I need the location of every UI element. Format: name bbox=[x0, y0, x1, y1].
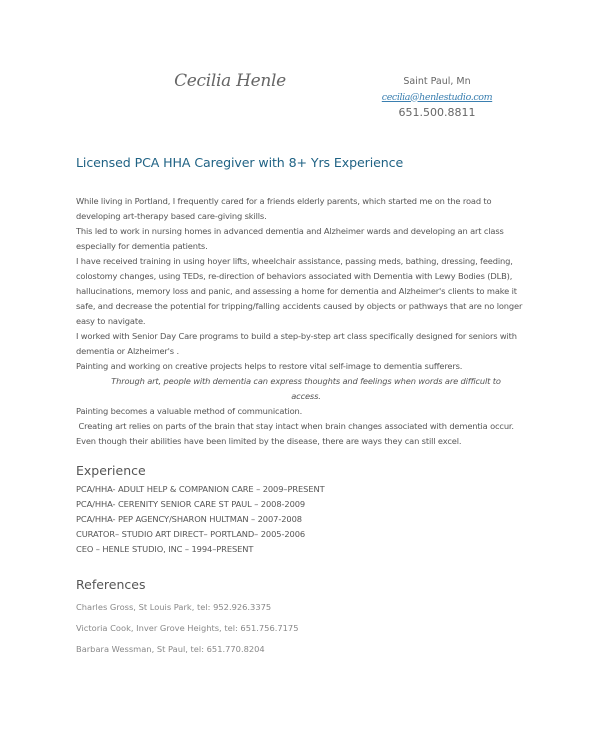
experience-item: CURATOR– STUDIO ART DIRECT– PORTLAND– 2005-2006 bbox=[76, 529, 306, 539]
summary-line: Even though their abilities have been limited by the disease, there are ways they can still excel. bbox=[76, 436, 462, 446]
summary-quote-line: access. bbox=[291, 391, 321, 401]
references-list bbox=[76, 597, 299, 660]
experience-item: PCA/HHA- ADULT HELP & COMPANION CARE – 2009–PRESENT bbox=[76, 484, 325, 494]
reference-item: Victoria Cook, Inver Grove Heights, tel: 651.756.7175 bbox=[76, 623, 299, 633]
reference-item: Charles Gross, St Louis Park, tel: 952.926.3375 bbox=[76, 602, 272, 612]
summary-line: safe, and decrease the potential for tripping/falling accidents caused by objects or pathways that are no longer bbox=[76, 301, 523, 311]
contact-city: Saint Paul, Mn bbox=[403, 76, 471, 87]
summary-line: dementia or Alzheimer's . bbox=[76, 346, 179, 356]
summary-line: colostomy changes, using TEDs, re-direction of behaviors associated with Dementia with Lewy Bodies (DLB), bbox=[76, 271, 513, 281]
reference-item: Barbara Wessman, St Paul, tel: 651.770.8204 bbox=[76, 644, 265, 654]
summary-line: Painting and working on creative projects helps to restore vital self-image to dementia sufferers. bbox=[76, 361, 463, 371]
summary-line: I worked with Senior Day Care programs to build a step-by-step art class specifically designed for seniors with bbox=[76, 331, 517, 341]
experience-heading: Experience bbox=[76, 463, 146, 478]
summary-line: Painting becomes a valuable method of communication. bbox=[76, 406, 303, 416]
summary-line: developing art-therapy based care-giving skills. bbox=[76, 211, 267, 221]
experience-item: PCA/HHA- CERENITY SENIOR CARE ST PAUL – 2008-2009 bbox=[76, 499, 306, 509]
summary-section bbox=[76, 194, 536, 449]
contact-block bbox=[370, 74, 504, 121]
experience-list bbox=[76, 482, 325, 557]
summary-line: hallucinations, memory loss and panic, and assessing a home for dementia and Alzheimer's clients to make it bbox=[76, 286, 517, 296]
contact-email-link[interactable]: cecilia@henlestudio.com bbox=[381, 91, 493, 103]
summary-quote-line: Through art, people with dementia can express thoughts and feelings when words are difficult to bbox=[111, 376, 501, 386]
summary-line: While living in Portland, I frequently cared for a friends elderly parents, which started me on the road to bbox=[76, 196, 492, 206]
resume-headline: Licensed PCA HHA Caregiver with 8+ Yrs Experience bbox=[76, 155, 404, 170]
references-heading: References bbox=[76, 577, 146, 592]
summary-line: especially for dementia patients. bbox=[76, 241, 208, 251]
experience-item: PCA/HHA- PEP AGENCY/SHARON HULTMAN – 2007-2008 bbox=[76, 514, 302, 524]
summary-line: Creating art relies on parts of the brain that stay intact when brain changes associated with dementia occur. bbox=[76, 421, 514, 431]
summary-line: easy to navigate. bbox=[76, 316, 146, 326]
contact-phone: 651.500.8811 bbox=[398, 106, 476, 119]
experience-item: CEO – HENLE STUDIO, INC – 1994–PRESENT bbox=[76, 544, 254, 554]
candidate-name: Cecilia Henle bbox=[174, 71, 286, 91]
summary-line: I have received training in using hoyer lifts, wheelchair assistance, passing meds, bathing, dressing, feeding, bbox=[76, 256, 513, 266]
summary-line: This led to work in nursing homes in advanced dementia and Alzheimer wards and developing an art class bbox=[76, 226, 504, 236]
